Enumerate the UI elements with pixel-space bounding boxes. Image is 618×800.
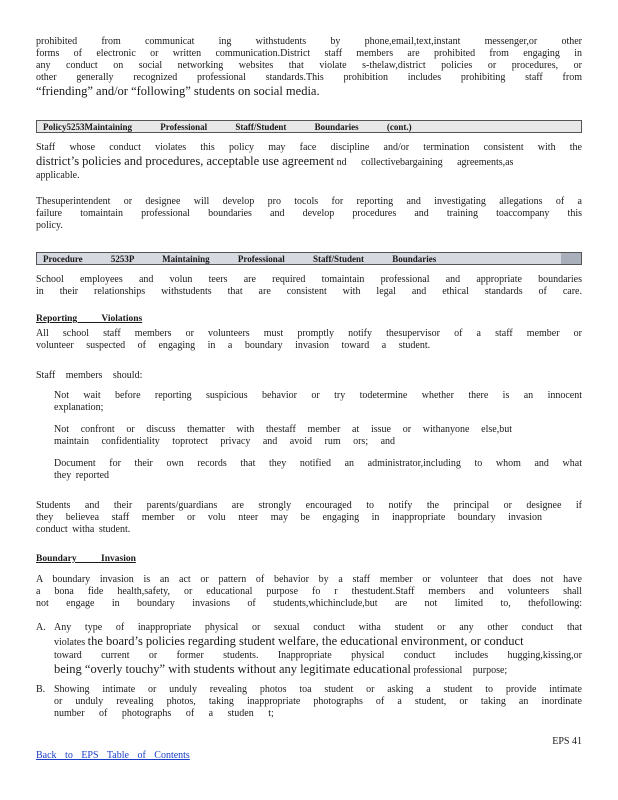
paragraph-reporting	[36, 328, 582, 352]
paragraph-communication	[36, 36, 582, 98]
text-line: failure tomaintain professional boundaries and develop procedures and training toaccompany this	[36, 208, 582, 219]
list-item	[36, 390, 582, 414]
text-line: Showing intimate or unduly revealing photos toa student or asking a student to provide intimate	[54, 684, 582, 695]
text-line: School employees and volun teers are required tomaintain professional and appropriate boundaries	[36, 274, 582, 285]
heading-boundary-invasion: Boundary Invasion	[36, 554, 136, 564]
text-line: Document for their own records that they notified an administrator,including to whom and what	[54, 458, 582, 469]
text-line: they believea staff member or volu nteer may be engaging in inappropriate boundary invasion	[36, 512, 542, 523]
text-line: Any type of inappropriate physical or sexual conduct witha student or any other conduct that	[54, 622, 582, 633]
staff-should-label	[36, 370, 582, 382]
text-line: in their relationships withstudents that are consistent with legal and ethical standards of care.	[36, 286, 582, 297]
item-label: B.	[36, 684, 46, 695]
text-line: Staff members should:	[36, 370, 143, 381]
text-line: or unduly revealing photos, taking inappropriate photographs of a student, or taking an inordinate	[54, 696, 582, 707]
text-line: Thesuperintendent or designee will develop pro tocols for reporting and investigating allegations of a	[36, 196, 582, 207]
text-line	[54, 662, 582, 678]
paragraph-superintendent	[36, 196, 582, 232]
text-fragment: the board’s policies regarding student welfare, the educational environment, or conduct	[87, 634, 524, 648]
text-line: volunteer suspected of engaging in a boundary invasion toward a student.	[36, 340, 431, 351]
back-to-toc-link[interactable]: Back to EPS Table of Contents	[36, 750, 190, 761]
paragraph-boundary	[36, 574, 582, 610]
list-item-b	[36, 684, 582, 720]
text-fragment: violates	[54, 637, 86, 648]
text-line: other generally recognized professional standards.This prohibition includes prohibiting staff from	[36, 72, 582, 83]
text-fragment: nd collectivebargaining agreements,as	[336, 157, 514, 168]
text-line: a bona fide health,safety, or educational purpose fo r thestudent.Staff members and volunteers shall	[36, 586, 582, 597]
text-line: Students and their parents/guardians are strongly encouraged to notify the principal or designee if	[36, 500, 582, 511]
heading-reporting-violations: Reporting Violations	[36, 314, 143, 324]
text-line: not engage in boundary invasions of students,whichinclude,but are not limited to, thefollowing:	[36, 598, 582, 609]
text-line	[36, 154, 582, 170]
policy-header-bar: Policy5253Maintaining Professional Staff/Student Boundaries (cont.)	[36, 120, 582, 133]
text-line: Staff whose conduct violates this policy may face discipline and/or termination consistent with the	[36, 142, 582, 153]
text-line: they reported	[54, 470, 110, 481]
paragraph-procedure	[36, 274, 582, 298]
text-line: conduct witha student.	[36, 524, 131, 535]
text-line: toward current or former students. Inappropriate physical conduct includes hugging,kissing,or	[54, 650, 582, 661]
text-line: Not confront or discuss thematter with thestaff member at issue or withanyone else,but	[54, 424, 512, 435]
text-line: maintain confidentiality toprotect privacy and avoid rum ors; and	[54, 436, 396, 447]
text-line: prohibited from communicat ing withstudents by phone,email,text,instant messenger,or other	[36, 36, 582, 47]
paragraph-students	[36, 500, 582, 536]
text-fragment: being “overly touchy” with students without any legitimate educational	[54, 662, 411, 676]
item-label: A.	[36, 622, 46, 633]
text-line: Not wait before reporting suspicious behavior or try todetermine whether there is an innocent	[54, 390, 582, 401]
text-line: applicable.	[36, 170, 80, 181]
paragraph-discipline	[36, 142, 582, 182]
text-line: All school staff members or volunteers must promptly notify thesupervisor of a staff member or	[36, 328, 582, 339]
text-fragment: district’s policies and procedures, acceptable use agreement	[36, 154, 335, 168]
text-line: any conduct on social networking websites that violate s-thelaw,district policies or procedures, or	[36, 60, 582, 71]
list-item	[36, 424, 582, 448]
text-line: explanation;	[54, 402, 104, 413]
list-item	[36, 458, 582, 482]
text-line: policy.	[36, 220, 63, 231]
procedure-header-bar: Procedure 5253P Maintaining Professional Staff/Student Boundaries	[36, 252, 582, 265]
text-line: forms of electronic or written communication.District staff members are prohibited from engaging in	[36, 48, 582, 59]
page-number: EPS 41	[552, 736, 582, 747]
text-line	[54, 634, 582, 650]
text-line: A boundary invasion is an act or pattern of behavior by a staff member or volunteer that does not have	[36, 574, 582, 585]
text-line: “friending” and/or “following” students on social media.	[36, 84, 320, 98]
list-item-a	[36, 622, 582, 678]
text-fragment: professional purpose;	[413, 665, 508, 676]
text-line: number of photographs of a studen t;	[54, 708, 274, 719]
